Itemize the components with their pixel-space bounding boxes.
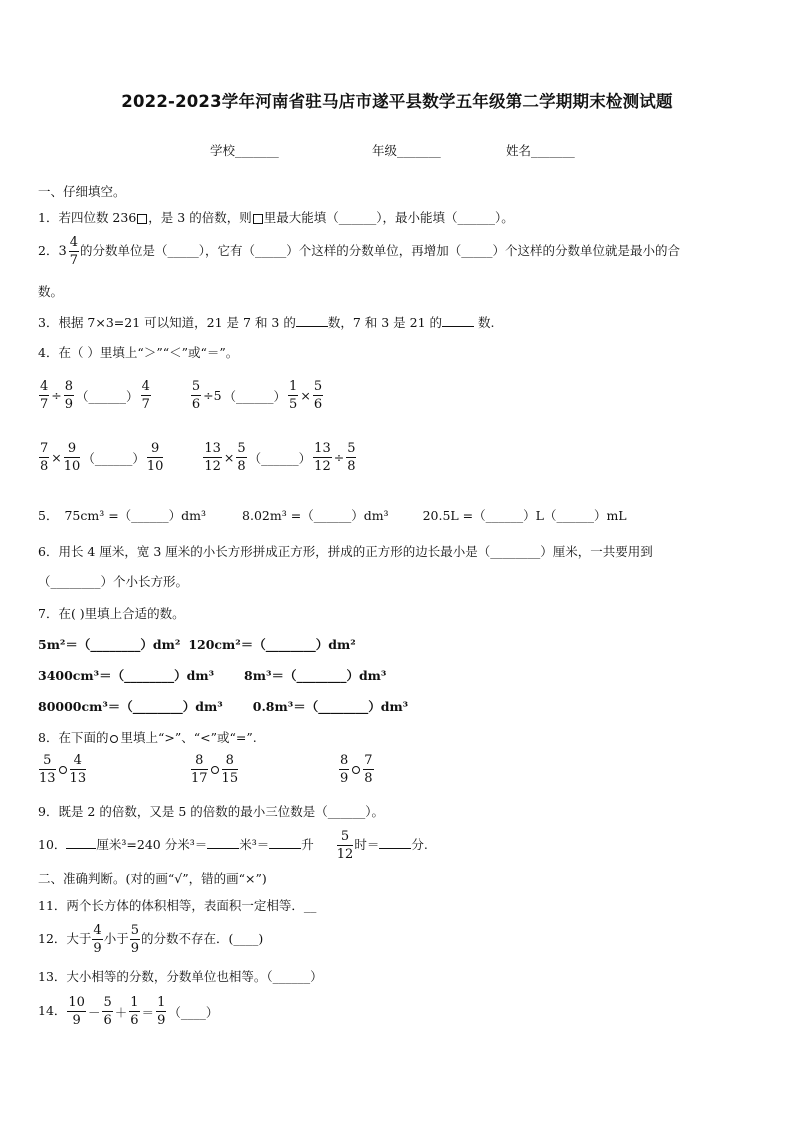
fraction xyxy=(203,442,222,473)
answer-blank[interactable] xyxy=(66,835,96,849)
denominator: 6 xyxy=(130,1013,139,1028)
page-title: 2022-2023学年河南省驻马店市遂平县数学五年级第二学期期末检测试题 xyxy=(121,92,673,111)
q5-number: 5． xyxy=(38,508,59,523)
question-9: 9．既是 2 的倍数，又是 5 的倍数的最小三位数是（______）。 xyxy=(38,804,385,819)
q12-text: 大于 xyxy=(66,931,92,946)
question-7: 7．在( )里填上合适的数。 xyxy=(38,606,185,621)
q5-part-c: 20.5L =（______）L（______）mL xyxy=(422,508,627,523)
fraction xyxy=(313,442,332,473)
denominator: 9 xyxy=(340,771,349,786)
denominator: 9 xyxy=(64,397,74,412)
denominator: 5 xyxy=(289,397,298,412)
name-field[interactable] xyxy=(506,141,575,159)
answer-blank[interactable] xyxy=(269,835,301,849)
question-13: 13．大小相等的分数，分数单位也相等。（______） xyxy=(38,969,323,984)
numerator: 5 xyxy=(130,923,139,938)
denominator: 10 xyxy=(146,459,164,474)
q8-text-b: 里填上“>”、“<”或“=”. xyxy=(120,730,257,745)
numerator: 5 xyxy=(337,830,354,846)
numerator: 10 xyxy=(68,995,85,1010)
fraction xyxy=(339,754,349,785)
denominator: 8 xyxy=(364,771,373,786)
denominator: 12 xyxy=(204,459,221,474)
q7-item: 120cm²＝（________）dm² xyxy=(188,637,356,652)
answer-blank[interactable]: （______） xyxy=(248,450,312,466)
fraction xyxy=(156,996,166,1027)
answer-blank[interactable] xyxy=(442,313,474,327)
name-blank: _______ xyxy=(531,143,575,158)
numerator: 5 xyxy=(313,379,323,394)
question-10 xyxy=(38,830,428,861)
fraction xyxy=(39,442,49,473)
numerator: 4 xyxy=(93,923,102,938)
operator: ＝ xyxy=(141,1004,155,1020)
fraction xyxy=(92,924,102,955)
q3-text-a: 3．根据 7×3=21 可以知道，21 是 7 和 3 的 xyxy=(38,315,296,330)
fraction xyxy=(130,924,140,955)
square-box-icon xyxy=(137,214,147,224)
denominator: 12 xyxy=(336,847,354,862)
fraction xyxy=(64,380,74,411)
school-label: 学校 xyxy=(210,143,236,158)
numerator: 9 xyxy=(147,442,164,458)
q4-row-2 xyxy=(38,442,357,473)
question-3 xyxy=(38,313,495,331)
q7-row-3 xyxy=(38,697,408,715)
q2-number: 2． xyxy=(38,243,59,258)
numerator: 9 xyxy=(64,442,81,458)
q10-number: 10． xyxy=(38,837,67,852)
fraction xyxy=(129,996,139,1027)
operator: ÷ xyxy=(333,450,345,465)
q3-text-c: 数. xyxy=(478,315,495,330)
q1-text-a: 1．若四位数 236 xyxy=(38,210,137,225)
denominator: 8 xyxy=(237,459,246,474)
question-6: 6．用长 4 厘米，宽 3 厘米的小长方形拼成正方形，拼成的正方形的边长最小是（________）厘米，一共要用到 xyxy=(38,544,653,559)
numerator: 5 xyxy=(237,441,246,456)
circle-icon[interactable] xyxy=(211,766,219,774)
fraction xyxy=(363,754,373,785)
denominator: 9 xyxy=(130,941,139,956)
q2-text-a: 的分数单位是（_____），它有（_____）个这样的分数单位，再增加（_____）个这样的分数单位就是最小的合 xyxy=(80,243,681,258)
fraction xyxy=(236,442,246,473)
q5-part-a: 75cm³ =（______）dm³ xyxy=(64,508,207,523)
fraction xyxy=(70,754,87,785)
answer-blank[interactable] xyxy=(296,313,328,327)
question-5 xyxy=(38,506,627,524)
q10-text: 升 xyxy=(301,837,314,852)
q7-item: 0.8m³＝（________）dm³ xyxy=(252,699,409,714)
numerator: 4 xyxy=(70,754,87,770)
fraction xyxy=(39,754,56,785)
question-1 xyxy=(38,208,514,226)
numerator: 8 xyxy=(191,754,208,770)
circle-icon[interactable] xyxy=(352,766,360,774)
fraction xyxy=(141,380,151,411)
fraction xyxy=(39,380,49,411)
question-8 xyxy=(38,728,257,746)
q7-row-1 xyxy=(38,635,356,653)
question-11: 11．两个长方体的体积相等，表面积一定相等．__ xyxy=(38,898,317,913)
fraction xyxy=(64,442,81,473)
circle-icon xyxy=(110,735,118,743)
grade-field[interactable] xyxy=(372,141,441,159)
q7-item: 3400cm³＝（________）dm³ xyxy=(38,668,215,683)
denominator: 12 xyxy=(314,459,331,474)
numerator: 7 xyxy=(364,753,373,768)
denominator: 9 xyxy=(157,1013,166,1028)
denominator: 17 xyxy=(191,771,208,786)
q10-text: 时＝ xyxy=(354,837,380,852)
section-1-heading: 一、仔细填空。 xyxy=(38,184,126,199)
denominator: 13 xyxy=(69,771,87,786)
denominator: 9 xyxy=(72,1013,81,1028)
q8-text-a: 8．在下面的 xyxy=(38,730,109,745)
operator: ＋ xyxy=(114,1004,128,1020)
denominator: 8 xyxy=(347,459,356,474)
question-14 xyxy=(38,996,219,1027)
fraction xyxy=(313,380,323,411)
fraction xyxy=(67,996,86,1027)
q8-item-3 xyxy=(338,754,375,785)
numerator: 7 xyxy=(40,441,49,456)
section-2-heading: 二、准确判断。(对的画“√”，错的画“×”) xyxy=(38,871,267,886)
operator: ÷ xyxy=(51,388,62,403)
numerator: 4 xyxy=(69,235,79,250)
q7-item: 8m³＝（________）dm³ xyxy=(244,668,387,683)
numerator: 8 xyxy=(64,379,74,394)
q5-part-b: 8.02m³ =（______）dm³ xyxy=(242,508,389,523)
denominator: 7 xyxy=(69,253,79,268)
numerator: 5 xyxy=(39,754,56,770)
q8-item-2 xyxy=(190,754,239,785)
denominator: 9 xyxy=(93,941,102,956)
q1-text-b: ，是 3 的倍数，则 xyxy=(148,210,252,225)
answer-blank[interactable]: （______） xyxy=(82,450,145,466)
numerator: 1 xyxy=(157,995,166,1010)
fraction xyxy=(288,380,298,411)
denominator: 6 xyxy=(313,397,323,412)
operator: × xyxy=(51,450,62,465)
answer-blank[interactable]: （____） xyxy=(168,1004,219,1020)
name-label: 姓名 xyxy=(506,143,532,158)
numerator: 13 xyxy=(204,441,221,456)
denominator: 7 xyxy=(141,397,150,412)
operator: － xyxy=(87,1004,101,1020)
numerator: 1 xyxy=(130,995,139,1010)
denominator: 6 xyxy=(191,397,201,412)
q12-text: 的分数不存在．(____) xyxy=(141,931,264,946)
denominator: 13 xyxy=(39,771,56,786)
numerator: 1 xyxy=(289,379,298,394)
fraction xyxy=(191,380,201,411)
q12-number: 12． xyxy=(38,931,67,946)
answer-blank[interactable] xyxy=(379,835,411,849)
answer-blank[interactable]: （______） xyxy=(76,388,139,404)
q10-text: 分. xyxy=(411,837,428,852)
q3-text-b: 数，7 和 3 是 21 的 xyxy=(327,315,443,330)
grade-blank: _______ xyxy=(397,143,441,158)
denominator: 15 xyxy=(221,771,239,786)
q7-item: 80000cm³＝（________）dm³ xyxy=(38,699,223,714)
denominator: 6 xyxy=(103,1013,112,1028)
q10-text: 厘米³=240 分米³＝ xyxy=(96,837,208,852)
numerator: 8 xyxy=(222,754,239,770)
fraction xyxy=(337,830,354,861)
operator: × xyxy=(223,450,235,465)
denominator: 7 xyxy=(40,397,49,412)
numerator: 5 xyxy=(103,995,112,1010)
question-4: 4．在（ ）里填上“＞”“＜”或“＝”。 xyxy=(38,345,239,360)
grade-label: 年级 xyxy=(372,143,398,158)
mixed-number xyxy=(58,236,80,267)
numerator: 13 xyxy=(314,441,331,456)
fraction xyxy=(147,442,164,473)
q12-text: 小于 xyxy=(103,931,129,946)
denominator: 8 xyxy=(40,459,49,474)
fraction xyxy=(69,236,79,267)
q10-text: 米³＝ xyxy=(239,837,270,852)
question-2 xyxy=(38,236,680,267)
operator: ÷5 xyxy=(203,388,222,403)
fraction xyxy=(102,996,112,1027)
answer-blank[interactable] xyxy=(207,835,239,849)
q4-row-1 xyxy=(38,380,324,411)
numerator: 5 xyxy=(347,441,356,456)
q14-number: 14． xyxy=(38,1003,67,1018)
q8-item-1 xyxy=(38,754,87,785)
mixed-whole: 3 xyxy=(58,244,67,259)
numerator: 4 xyxy=(40,379,49,394)
circle-icon[interactable] xyxy=(59,766,67,774)
fraction xyxy=(222,754,239,785)
q6-continuation: （________）个小长方形。 xyxy=(38,574,189,589)
fraction xyxy=(346,442,356,473)
numerator: 5 xyxy=(191,379,201,394)
fraction xyxy=(191,754,208,785)
square-box-icon xyxy=(253,214,263,224)
q2-continuation: 数。 xyxy=(38,284,64,299)
numerator: 8 xyxy=(340,753,349,768)
school-blank: _______ xyxy=(235,143,279,158)
question-12 xyxy=(38,924,263,955)
answer-blank[interactable]: （______） xyxy=(223,388,287,404)
operator: × xyxy=(300,388,311,403)
q7-row-2 xyxy=(38,666,386,684)
school-field[interactable] xyxy=(210,141,279,159)
denominator: 10 xyxy=(63,459,81,474)
numerator: 4 xyxy=(141,379,150,394)
q1-text-c: 里最大能填（______），最小能填（______）。 xyxy=(263,210,514,225)
q7-item: 5m²＝（________）dm² xyxy=(38,637,181,652)
